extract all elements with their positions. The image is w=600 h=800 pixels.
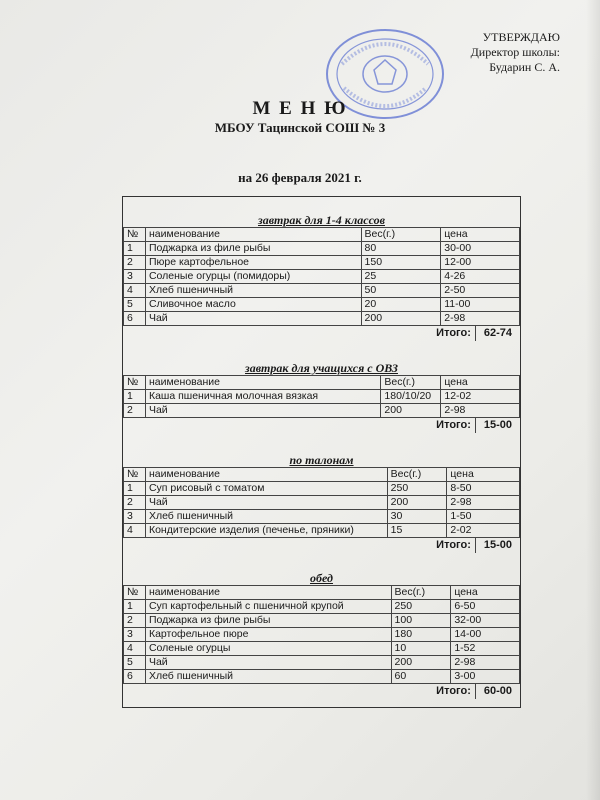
menu-frame	[122, 196, 521, 708]
cell-name: Чай	[145, 656, 391, 670]
section-breakfast-ovz	[123, 361, 520, 433]
total-value: 60-00	[475, 684, 520, 699]
header-price: цена	[451, 586, 520, 600]
cell-name: Поджарка из филе рыбы	[145, 614, 391, 628]
table-row	[124, 298, 520, 312]
section-title: завтрак для учащихся с ОВЗ	[245, 361, 398, 375]
menu-table	[123, 467, 520, 538]
cell-price: 4-26	[441, 270, 520, 284]
menu-table	[123, 375, 520, 418]
header-num: №	[124, 468, 146, 482]
cell-num: 5	[124, 656, 146, 670]
cell-num: 1	[124, 600, 146, 614]
cell-name: Поджарка из филе рыбы	[145, 242, 361, 256]
cell-name: Картофельное пюре	[145, 628, 391, 642]
header-num: №	[124, 228, 146, 242]
total-label: Итого:	[436, 539, 471, 551]
cell-weight: 60	[391, 670, 451, 684]
table-row	[124, 496, 520, 510]
cell-name: Кондитерские изделия (печенье, пряники)	[145, 524, 387, 538]
menu-date: на 26 февраля 2021 г.	[238, 170, 362, 185]
cell-weight: 180	[391, 628, 451, 642]
cell-name: Суп картофельный с пшеничной крупой	[145, 600, 391, 614]
table-row	[124, 256, 520, 270]
cell-num: 2	[124, 496, 146, 510]
cell-weight: 250	[391, 600, 451, 614]
table-row	[124, 642, 520, 656]
section-title: обед	[310, 571, 333, 585]
cell-price: 2-98	[451, 656, 520, 670]
table-row	[124, 242, 520, 256]
cell-price: 2-98	[441, 404, 520, 418]
table-row	[124, 670, 520, 684]
cell-name: Каша пшеничная молочная вязкая	[145, 390, 380, 404]
cell-weight: 200	[391, 656, 451, 670]
cell-weight: 15	[387, 524, 447, 538]
cell-num: 3	[124, 628, 146, 642]
table-row	[124, 390, 520, 404]
cell-weight: 150	[361, 256, 441, 270]
section-title: по талонам	[289, 453, 354, 467]
cell-price: 2-02	[447, 524, 520, 538]
cell-name: Чай	[145, 496, 387, 510]
table-row	[124, 284, 520, 298]
approval-line-2: Директор школы:	[470, 45, 560, 59]
table-row	[124, 628, 520, 642]
cell-weight: 30	[387, 510, 447, 524]
cell-price: 32-00	[451, 614, 520, 628]
header-weight: Вес(г.)	[391, 586, 451, 600]
cell-weight: 20	[361, 298, 441, 312]
table-row	[124, 404, 520, 418]
table-row	[124, 482, 520, 496]
table-row	[124, 524, 520, 538]
section-total	[123, 418, 520, 433]
section-total	[123, 538, 520, 553]
cell-weight: 200	[387, 496, 447, 510]
cell-price: 1-52	[451, 642, 520, 656]
cell-num: 2	[124, 614, 146, 628]
header-name: наименование	[145, 468, 387, 482]
cell-price: 12-00	[441, 256, 520, 270]
cell-weight: 10	[391, 642, 451, 656]
cell-num: 4	[124, 284, 146, 298]
table-row	[124, 270, 520, 284]
approval-line-1: УТВЕРЖДАЮ	[482, 30, 560, 44]
section-lunch	[123, 571, 520, 699]
cell-price: 3-00	[451, 670, 520, 684]
cell-name: Чай	[145, 312, 361, 326]
cell-weight: 25	[361, 270, 441, 284]
cell-price: 11-00	[441, 298, 520, 312]
cell-price: 1-50	[447, 510, 520, 524]
cell-price: 12-02	[441, 390, 520, 404]
approval-line-3: Бударин С. А.	[489, 60, 560, 74]
cell-num: 3	[124, 270, 146, 284]
table-header-row	[124, 586, 520, 600]
total-label: Итого:	[436, 685, 471, 697]
header-name: наименование	[145, 586, 391, 600]
cell-weight: 180/10/20	[381, 390, 441, 404]
header-name: наименование	[145, 228, 361, 242]
cell-num: 2	[124, 256, 146, 270]
cell-price: 14-00	[451, 628, 520, 642]
cell-num: 4	[124, 524, 146, 538]
cell-weight: 50	[361, 284, 441, 298]
cell-num: 1	[124, 390, 146, 404]
table-header-row	[124, 228, 520, 242]
cell-num: 1	[124, 242, 146, 256]
section-total	[123, 326, 520, 341]
section-title: завтрак для 1-4 классов	[258, 213, 385, 227]
cell-price: 30-00	[441, 242, 520, 256]
cell-name: Пюре картофельное	[145, 256, 361, 270]
header-num: №	[124, 376, 146, 390]
menu-table	[123, 227, 520, 326]
cell-name: Соленые огурцы (помидоры)	[145, 270, 361, 284]
header-price: цена	[441, 228, 520, 242]
header-weight: Вес(г.)	[381, 376, 441, 390]
cell-num: 4	[124, 642, 146, 656]
cell-name: Хлеб пшеничный	[145, 670, 391, 684]
total-value: 62-74	[475, 326, 520, 341]
table-header-row	[124, 376, 520, 390]
cell-weight: 100	[391, 614, 451, 628]
cell-weight: 80	[361, 242, 441, 256]
header-name: наименование	[145, 376, 380, 390]
total-value: 15-00	[475, 538, 520, 553]
cell-name: Хлеб пшеничный	[145, 284, 361, 298]
cell-price: 2-98	[441, 312, 520, 326]
total-label: Итого:	[436, 419, 471, 431]
cell-num: 2	[124, 404, 146, 418]
header-weight: Вес(г.)	[387, 468, 447, 482]
header-price: цена	[441, 376, 520, 390]
menu-table	[123, 585, 520, 684]
cell-price: 6-50	[451, 600, 520, 614]
table-row	[124, 600, 520, 614]
cell-num: 1	[124, 482, 146, 496]
cell-price: 2-50	[441, 284, 520, 298]
header-num: №	[124, 586, 146, 600]
cell-weight: 200	[361, 312, 441, 326]
menu-title: М Е Н Ю	[252, 98, 348, 119]
approval-block	[471, 30, 560, 75]
total-label: Итого:	[436, 327, 471, 339]
table-header-row	[124, 468, 520, 482]
cell-price: 2-98	[447, 496, 520, 510]
cell-num: 6	[124, 670, 146, 684]
section-total	[123, 684, 520, 699]
table-row	[124, 656, 520, 670]
school-name: МБОУ Тацинской СОШ № 3	[214, 120, 386, 135]
cell-name: Соленые огурцы	[145, 642, 391, 656]
cell-name: Сливочное масло	[145, 298, 361, 312]
cell-weight: 250	[387, 482, 447, 496]
cell-weight: 200	[381, 404, 441, 418]
cell-price: 8-50	[447, 482, 520, 496]
table-row	[124, 614, 520, 628]
cell-name: Хлеб пшеничный	[145, 510, 387, 524]
cell-num: 3	[124, 510, 146, 524]
cell-num: 6	[124, 312, 146, 326]
table-row	[124, 510, 520, 524]
section-coupons	[123, 453, 520, 553]
header-price: цена	[447, 468, 520, 482]
total-value: 15-00	[475, 418, 520, 433]
section-breakfast-1-4	[123, 213, 520, 341]
header-weight: Вес(г.)	[361, 228, 441, 242]
cell-name: Суп рисовый с томатом	[145, 482, 387, 496]
table-row	[124, 312, 520, 326]
cell-num: 5	[124, 298, 146, 312]
cell-name: Чай	[145, 404, 380, 418]
